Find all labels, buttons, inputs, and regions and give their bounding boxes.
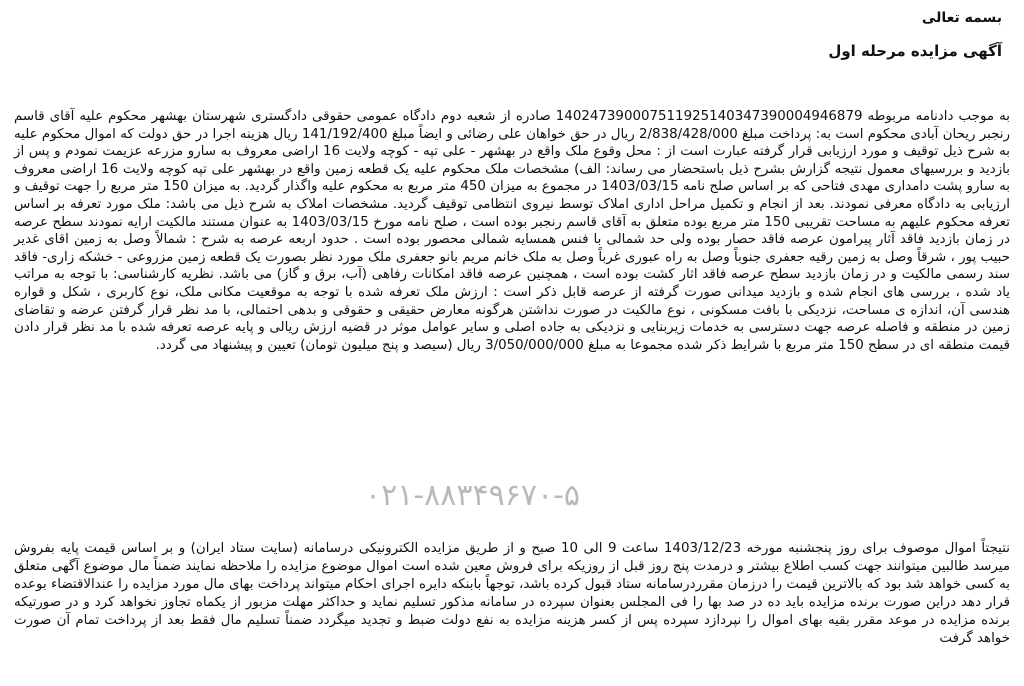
phone-watermark: ۰۲۱-۸۸۳۴۹۶۷۰-۵ xyxy=(365,478,581,513)
property-description-paragraph: به موجب دادنامه مربوطه 140247390007511925140347390004946879 صادره از شعبه دوم دادگاه عمومی حقوقی دادگستری شهرستان بهشهر محکوم علیه آقای قاسم رنجبر ریحان آبادی محکوم است به: پرداخت مبلغ 2/838/428/000 ریال در حق خواهان علی رضائی و ایضاً مبلغ 141/192/400 ریال هزینه اجرا در حق دولت که اموال محکوم علیه به شرح ذیل توقیف و مورد ارزیابی قرار گرفته عبارت است از : محل وقوع ملک واقع در بهشهر - علی تپه - کوچه ولایت 16 اراضی معروف به سارو مزرعه عزیمت نمودم و پس از بازدید و بررسیهای معمول نتیجه گزارش بشرح ذیل باستحضار می رساند: الف) مشخصات ملک محکوم علیه یک قطعه زمین واقع در بهشهر علی تپه کوچه ولایت 16 اراضی معروف به سارو پشت دامداری مهدی فتاحی که بر اساس صلح نامه 1403/03/15 در مجموع به میزان 450 متر مربع به محکوم علیه واگذار گردید. به میزان 150 متر مربع را جهت توقیف و ارزیابی به دادگاه معرفی نمودند. بعد از انجام و تکمیل مراحل اداری املاک توسط نیروی انتظامی توقیف گردید. مشخصات املاک به شرح ذیل می باشد: ملک مورد تعرفه بر اساس تعرفه محکوم علیهم به مساحت تقریبی 150 متر مربع بوده متعلق به آقای قاسم رنجبر بوده است ، صلح نامه مورخ 1403/03/15 به عنوان مستند مالکیت ارایه نمودند سطح عرصه در زمان بازدید فاقد آثار پیرامون عرصه فاقد حصار بوده ولی حد شمالی با فنس همسایه شمالی محصور بوده است . حدود اربعه عرصه به شرح : شمالاً وصل به زمین اقای غدیر حبیب پور ، شرقاً وصل به زمین رقیه جعفری جنوباً وصل به راه عبوری غرباً وصل به ملک خانم مریم بانو جعفری ملک مورد نظر بصورت یک قطعه زمین مزروعی - خشکه زاری- فاقد سند رسمی مالکیت و در زمان بازدید سطح عرصه فاقد اثار کشت بوده است ، همچنین عرصه فاقد امکانات رفاهی (آب، برق و گاز) می باشد. نظریه کارشناسی: با توجه به مراتب یاد شده ، بررسی های انجام شده و بازدید میدانی صورت گرفته از عرصه قابل ذکر است : ارزش ملک تعرفه شده با توجه به موقعیت مکانی ملک، نوع کاربری ، شکل و قواره هندسی آن، اندازه ی مساحت، نزدیکی با بافت مسکونی ، نوع مالکیت در صورت نداشتن هرگونه معارض حقیقی و حقوقی و بدهی احتمالی، با مد نظر قرار گرفتن عرضه و تقاضای زمین در منطقه و فاصله عرصه جهت دسترسی به خدمات زیربنایی و نزدیکی به جاده اصلی و سایر عوامل موثر در قضیه ارزش ریالی و پایه عرصه تعرفه شده با مد نظر قرار دادن قیمت منطقه ای در سطح 150 متر مربع با شرایط ذکر شده مجموعا به مبلغ 3/050/000/000 ریال (سیصد و پنج میلیون تومان) تعیین و پیشنهاد می گردد. xyxy=(14,109,1011,353)
bismillah-heading: بسمه تعالی xyxy=(921,10,1002,26)
notice-title: آگهی مزایده مرحله اول xyxy=(828,42,1002,60)
auction-terms-paragraph: نتیجتاً اموال موصوف برای روز پنجشنبه مورخه 1403/12/23 ساعت 9 الی 10 صبح و از طریق مزایده الکترونیکی درسامانه (سایت ستاد ایران) و بر اساس قیمت پایه بفروش میرسد طالبین میتوانند جهت کسب اطلاع بیشتر و درمدت پنج روز قبل از روزیکه برای فروش معین شده است اموال موضوع مزایده را ملاحظه نمایند ضمناً مال موضوع آگهی متعلق به کسی خواهد شد بود که بالاترین قیمت را درزمان مقرردرسامانه ستاد قبول کرده باشد، توجهاً بابنکه دایره اجرای احکام میتواند پرداخت بهای مال مورد مزایده را عندالاقتضاء بوعده قرار دهد دراین صورت برنده مزایده باید ده در صد بها را فی المجلس بعنوان سپرده در سامانه مذکور تسلیم نماید و حداکثر مهلت مزبور از یکماه تجاوز نخواهد کرد و در صورتیکه برنده مزایده در موعد مقرر بقیه بهای اموال را نپردازد سپرده پس از کسر هزینه مزایده به نفع دولت ضبط و تجدید میگردد ضمناً تسلیم مال فقط بعد از پرداخت تمام آن صورت خواهد گرفت xyxy=(14,541,1010,646)
